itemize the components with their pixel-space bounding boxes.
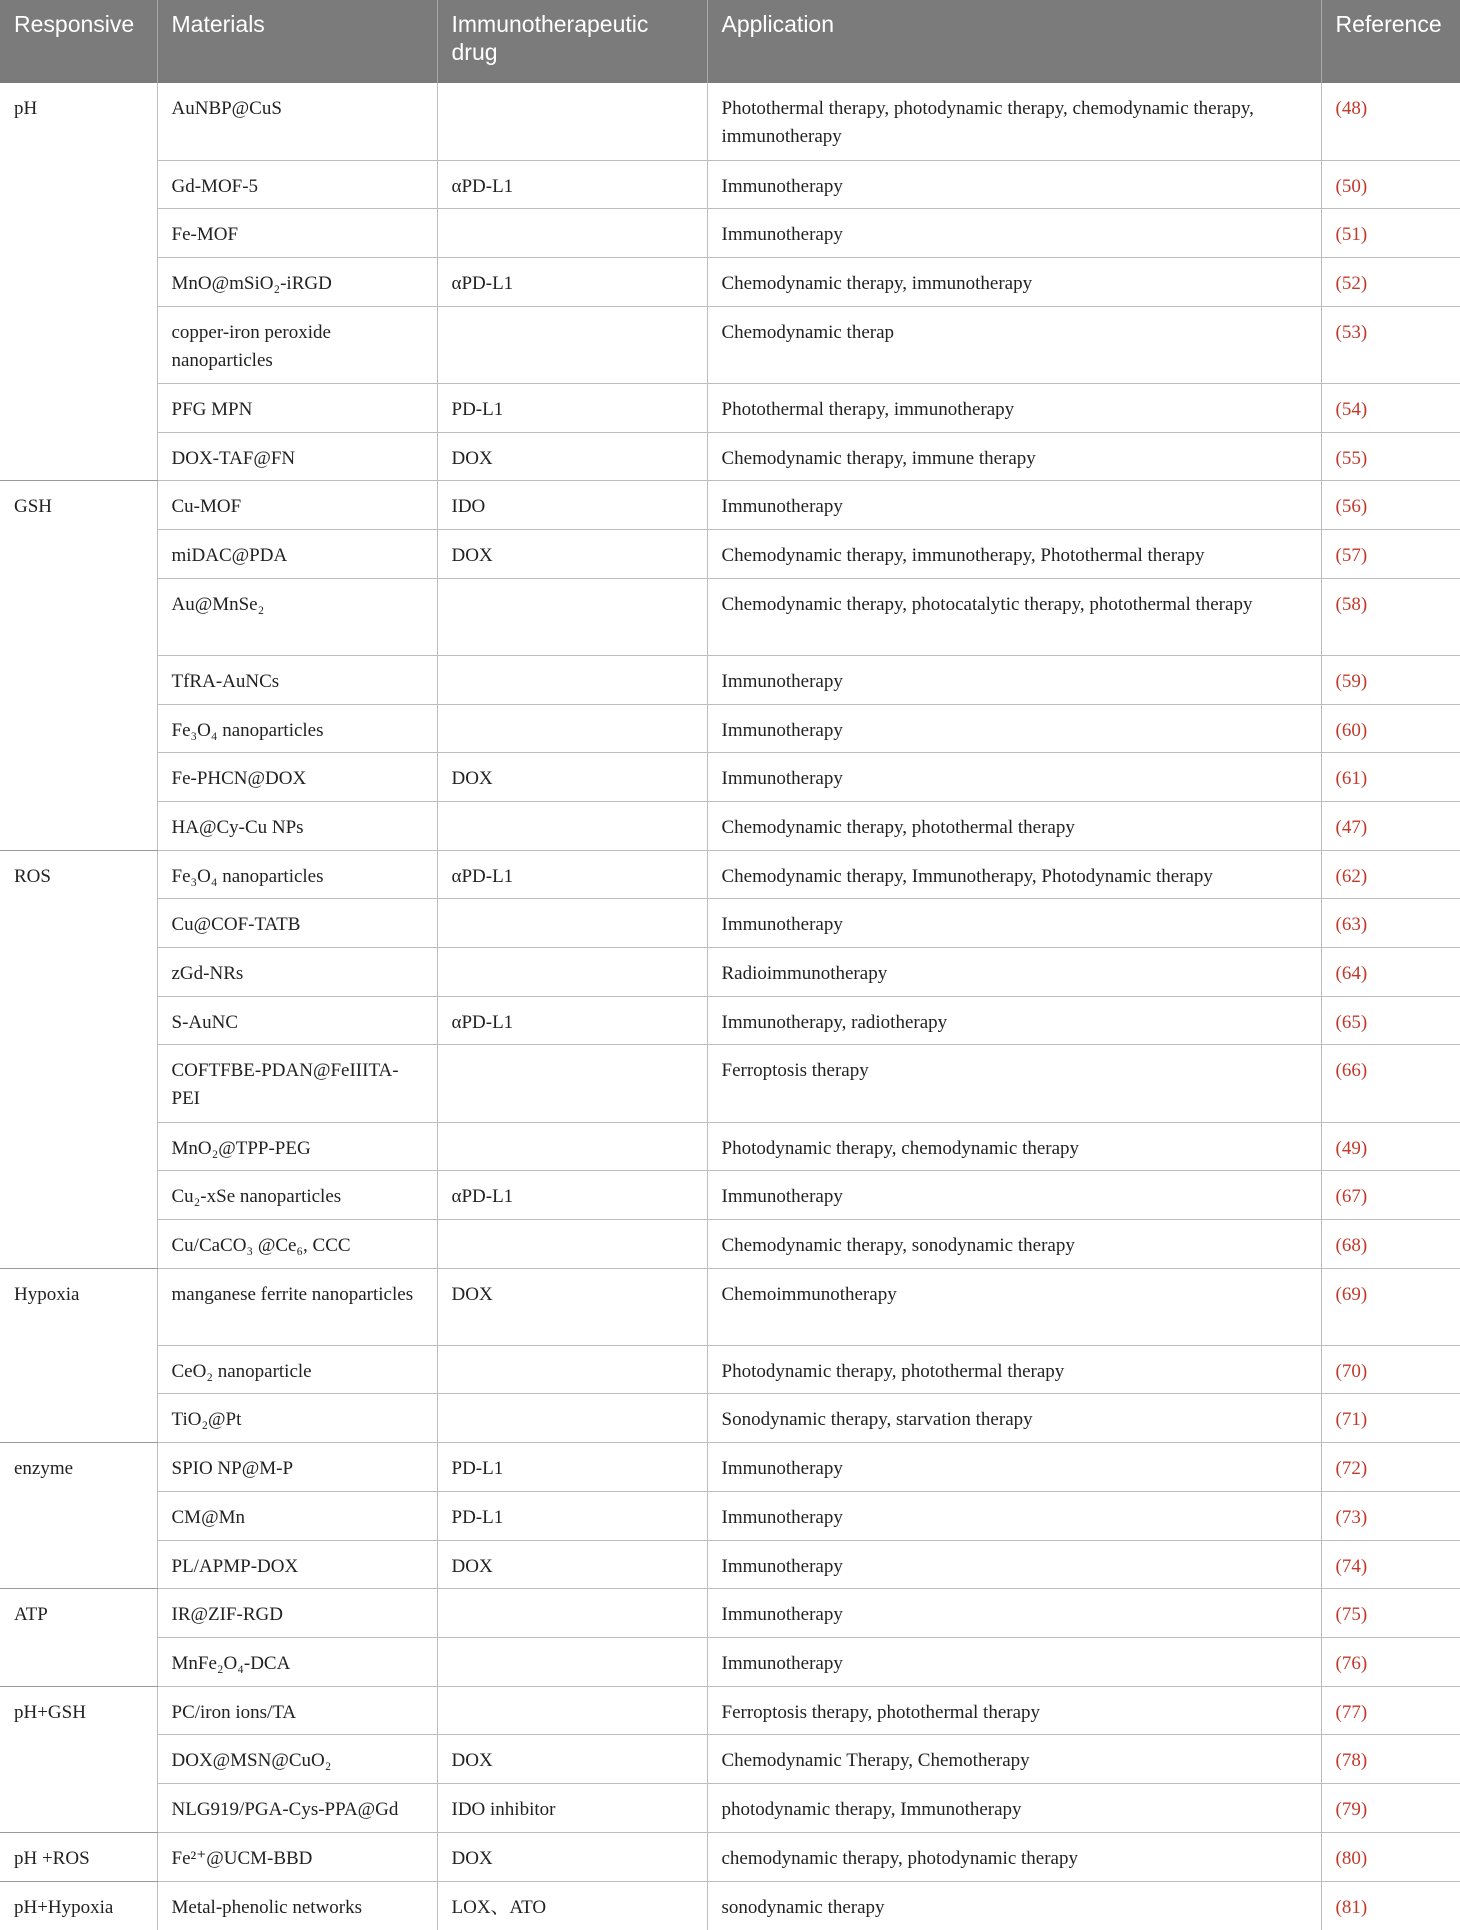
drug-cell: LOX、ATO bbox=[437, 1881, 707, 1930]
table-row bbox=[0, 529, 1460, 578]
responsive-cell: pH+GSH bbox=[0, 1686, 157, 1832]
application-cell: Chemodynamic therapy, photocatalytic therapy, photothermal therapy bbox=[707, 578, 1321, 655]
drug-cell: DOX bbox=[437, 1268, 707, 1345]
header-materials: Materials bbox=[157, 0, 437, 83]
table-row bbox=[0, 996, 1460, 1045]
reference-cell: (70) bbox=[1321, 1345, 1460, 1394]
drug-cell: αPD-L1 bbox=[437, 996, 707, 1045]
application-cell: Chemoimmunotherapy bbox=[707, 1268, 1321, 1345]
table-row bbox=[0, 850, 1460, 899]
drug-cell: αPD-L1 bbox=[437, 160, 707, 209]
reference-cell: (54) bbox=[1321, 383, 1460, 432]
reference-cell: (75) bbox=[1321, 1589, 1460, 1638]
table-row bbox=[0, 1832, 1460, 1881]
material-cell: COFTFBE-PDAN@FeIIITA-PEI bbox=[157, 1045, 437, 1122]
drug-cell: DOX bbox=[437, 753, 707, 802]
drug-cell bbox=[437, 1589, 707, 1638]
application-cell: Chemodynamic therapy, immunotherapy bbox=[707, 258, 1321, 307]
reference-cell: (80) bbox=[1321, 1832, 1460, 1881]
material-cell: CeO₂ nanoparticle bbox=[157, 1345, 437, 1394]
reference-cell: (49) bbox=[1321, 1122, 1460, 1171]
material-cell: IR@ZIF-RGD bbox=[157, 1589, 437, 1638]
application-cell: Photodynamic therapy, chemodynamic therapy bbox=[707, 1122, 1321, 1171]
drug-cell bbox=[437, 1345, 707, 1394]
material-cell: Cu₂-xSe nanoparticles bbox=[157, 1171, 437, 1220]
drug-cell bbox=[437, 1122, 707, 1171]
reference-cell: (52) bbox=[1321, 258, 1460, 307]
table-row bbox=[0, 383, 1460, 432]
application-cell: Sonodynamic therapy, starvation therapy bbox=[707, 1394, 1321, 1443]
material-cell: PL/APMP-DOX bbox=[157, 1540, 437, 1589]
reference-cell: (53) bbox=[1321, 306, 1460, 383]
material-cell: DOX-TAF@FN bbox=[157, 432, 437, 481]
material-cell: PC/iron ions/TA bbox=[157, 1686, 437, 1735]
material-cell: Fe₃O₄ nanoparticles bbox=[157, 850, 437, 899]
reference-cell: (69) bbox=[1321, 1268, 1460, 1345]
material-cell: miDAC@PDA bbox=[157, 529, 437, 578]
table-row bbox=[0, 1540, 1460, 1589]
reference-cell: (55) bbox=[1321, 432, 1460, 481]
application-cell: Immunotherapy bbox=[707, 1443, 1321, 1492]
table-row bbox=[0, 1784, 1460, 1833]
drug-cell bbox=[437, 1638, 707, 1687]
application-cell: Immunotherapy bbox=[707, 1540, 1321, 1589]
application-cell: Immunotherapy bbox=[707, 209, 1321, 258]
table-row bbox=[0, 209, 1460, 258]
reference-cell: (61) bbox=[1321, 753, 1460, 802]
material-cell: TiO₂@Pt bbox=[157, 1394, 437, 1443]
application-cell: Radioimmunotherapy bbox=[707, 948, 1321, 997]
drug-cell: PD-L1 bbox=[437, 1443, 707, 1492]
drug-cell: αPD-L1 bbox=[437, 1171, 707, 1220]
reference-cell: (77) bbox=[1321, 1686, 1460, 1735]
table-row bbox=[0, 1219, 1460, 1268]
material-cell: NLG919/PGA-Cys-PPA@Gd bbox=[157, 1784, 437, 1833]
table-row bbox=[0, 1171, 1460, 1220]
table-row bbox=[0, 306, 1460, 383]
material-cell: Fe₃O₄ nanoparticles bbox=[157, 704, 437, 753]
table-row bbox=[0, 481, 1460, 530]
reference-cell: (68) bbox=[1321, 1219, 1460, 1268]
reference-cell: (71) bbox=[1321, 1394, 1460, 1443]
responsive-cell: ROS bbox=[0, 850, 157, 1268]
table-row bbox=[0, 1589, 1460, 1638]
application-cell: Immunotherapy bbox=[707, 753, 1321, 802]
material-cell: Gd-MOF-5 bbox=[157, 160, 437, 209]
material-cell: Cu@COF-TATB bbox=[157, 899, 437, 948]
drug-cell: αPD-L1 bbox=[437, 850, 707, 899]
application-cell: Ferroptosis therapy, photothermal therapy bbox=[707, 1686, 1321, 1735]
header-row bbox=[0, 0, 1460, 83]
reference-cell: (62) bbox=[1321, 850, 1460, 899]
table-row bbox=[0, 753, 1460, 802]
reference-cell: (51) bbox=[1321, 209, 1460, 258]
material-cell: Au@MnSe₂ bbox=[157, 578, 437, 655]
material-cell: MnO@mSiO₂-iRGD bbox=[157, 258, 437, 307]
table-row bbox=[0, 1881, 1460, 1930]
material-cell: Fe-PHCN@DOX bbox=[157, 753, 437, 802]
table-row bbox=[0, 801, 1460, 850]
drug-cell bbox=[437, 899, 707, 948]
application-cell: photodynamic therapy, Immunotherapy bbox=[707, 1784, 1321, 1833]
reference-cell: (64) bbox=[1321, 948, 1460, 997]
header-responsive: Responsive bbox=[0, 0, 157, 83]
drug-cell: IDO inhibitor bbox=[437, 1784, 707, 1833]
responsive-cell: enzyme bbox=[0, 1443, 157, 1589]
table-row bbox=[0, 1686, 1460, 1735]
application-cell: Chemodynamic therapy, immunotherapy, Photothermal therapy bbox=[707, 529, 1321, 578]
responsive-cell: pH+Hypoxia bbox=[0, 1881, 157, 1930]
application-cell: Immunotherapy bbox=[707, 1491, 1321, 1540]
drug-cell: PD-L1 bbox=[437, 383, 707, 432]
application-cell: Immunotherapy bbox=[707, 1171, 1321, 1220]
table-header bbox=[0, 0, 1460, 83]
reference-cell: (60) bbox=[1321, 704, 1460, 753]
reference-cell: (79) bbox=[1321, 1784, 1460, 1833]
application-cell: Chemodynamic Therapy, Chemotherapy bbox=[707, 1735, 1321, 1784]
table-row bbox=[0, 1394, 1460, 1443]
application-cell: Immunotherapy bbox=[707, 481, 1321, 530]
table-row bbox=[0, 1345, 1460, 1394]
reference-cell: (76) bbox=[1321, 1638, 1460, 1687]
reference-cell: (63) bbox=[1321, 899, 1460, 948]
reference-cell: (59) bbox=[1321, 655, 1460, 704]
table-row bbox=[0, 432, 1460, 481]
drug-cell bbox=[437, 578, 707, 655]
drug-cell bbox=[437, 704, 707, 753]
reference-cell: (78) bbox=[1321, 1735, 1460, 1784]
reference-cell: (58) bbox=[1321, 578, 1460, 655]
material-cell: MnFe₂O₄-DCA bbox=[157, 1638, 437, 1687]
material-cell: Fe²⁺@UCM-BBD bbox=[157, 1832, 437, 1881]
reference-cell: (50) bbox=[1321, 160, 1460, 209]
application-cell: Immunotherapy bbox=[707, 899, 1321, 948]
material-cell: MnO₂@TPP-PEG bbox=[157, 1122, 437, 1171]
drug-cell: DOX bbox=[437, 1832, 707, 1881]
responsive-cell: pH +ROS bbox=[0, 1832, 157, 1881]
drug-cell bbox=[437, 1045, 707, 1122]
material-cell: zGd-NRs bbox=[157, 948, 437, 997]
reference-cell: (73) bbox=[1321, 1491, 1460, 1540]
material-cell: AuNBP@CuS bbox=[157, 83, 437, 160]
drug-cell: DOX bbox=[437, 529, 707, 578]
reference-cell: (47) bbox=[1321, 801, 1460, 850]
application-cell: Photothermal therapy, immunotherapy bbox=[707, 383, 1321, 432]
table-row bbox=[0, 899, 1460, 948]
table-row bbox=[0, 1638, 1460, 1687]
application-cell: Immunotherapy bbox=[707, 1589, 1321, 1638]
header-application: Application bbox=[707, 0, 1321, 83]
drug-cell bbox=[437, 655, 707, 704]
table-body bbox=[0, 83, 1460, 1930]
application-cell: Photodynamic therapy, photothermal therapy bbox=[707, 1345, 1321, 1394]
table-row bbox=[0, 578, 1460, 655]
drug-cell bbox=[437, 306, 707, 383]
application-cell: Photothermal therapy, photodynamic therapy, chemodynamic therapy, immunotherapy bbox=[707, 83, 1321, 160]
application-cell: Chemodynamic therapy, photothermal therapy bbox=[707, 801, 1321, 850]
application-cell: sonodynamic therapy bbox=[707, 1881, 1321, 1930]
drug-cell bbox=[437, 1394, 707, 1443]
header-immunotherapeutic-drug: Immunotherapeutic drug bbox=[437, 0, 707, 83]
table-row bbox=[0, 160, 1460, 209]
reference-cell: (56) bbox=[1321, 481, 1460, 530]
drug-cell: PD-L1 bbox=[437, 1491, 707, 1540]
table-row bbox=[0, 258, 1460, 307]
reference-cell: (65) bbox=[1321, 996, 1460, 1045]
application-cell: Immunotherapy bbox=[707, 160, 1321, 209]
material-cell: Fe-MOF bbox=[157, 209, 437, 258]
responsive-cell: ATP bbox=[0, 1589, 157, 1686]
drug-cell: αPD-L1 bbox=[437, 258, 707, 307]
table-row bbox=[0, 1443, 1460, 1492]
application-cell: Immunotherapy bbox=[707, 704, 1321, 753]
responsive-cell: pH bbox=[0, 83, 157, 481]
table-row bbox=[0, 948, 1460, 997]
table-row bbox=[0, 1735, 1460, 1784]
reference-cell: (48) bbox=[1321, 83, 1460, 160]
drug-cell: DOX bbox=[437, 1540, 707, 1589]
application-cell: Immunotherapy bbox=[707, 655, 1321, 704]
table-row bbox=[0, 83, 1460, 160]
material-cell: Cu/CaCO₃ @Ce₆, CCC bbox=[157, 1219, 437, 1268]
drug-cell bbox=[437, 948, 707, 997]
drug-cell: DOX bbox=[437, 1735, 707, 1784]
material-cell: SPIO NP@M-P bbox=[157, 1443, 437, 1492]
reference-cell: (57) bbox=[1321, 529, 1460, 578]
application-cell: Immunotherapy bbox=[707, 1638, 1321, 1687]
application-cell: chemodynamic therapy, photodynamic therapy bbox=[707, 1832, 1321, 1881]
table-row bbox=[0, 1122, 1460, 1171]
material-cell: TfRA-AuNCs bbox=[157, 655, 437, 704]
drug-cell bbox=[437, 801, 707, 850]
drug-cell bbox=[437, 209, 707, 258]
drug-cell bbox=[437, 1686, 707, 1735]
material-cell: PFG MPN bbox=[157, 383, 437, 432]
drug-cell bbox=[437, 83, 707, 160]
material-cell: copper-iron peroxide nanoparticles bbox=[157, 306, 437, 383]
responsive-cell: Hypoxia bbox=[0, 1268, 157, 1443]
material-cell: Cu-MOF bbox=[157, 481, 437, 530]
material-cell: HA@Cy-Cu NPs bbox=[157, 801, 437, 850]
drug-cell: IDO bbox=[437, 481, 707, 530]
material-cell: manganese ferrite nanoparticles bbox=[157, 1268, 437, 1345]
reference-cell: (66) bbox=[1321, 1045, 1460, 1122]
table-row bbox=[0, 704, 1460, 753]
reference-cell: (81) bbox=[1335, 1896, 1368, 1918]
reference-cell: (67) bbox=[1321, 1171, 1460, 1220]
table-row bbox=[0, 1491, 1460, 1540]
table-row bbox=[0, 1045, 1460, 1122]
material-cell: Metal-phenolic networks bbox=[157, 1881, 437, 1930]
application-cell: Chemodynamic therapy, Immunotherapy, Photodynamic therapy bbox=[707, 850, 1321, 899]
application-cell: Chemodynamic therap bbox=[707, 306, 1321, 383]
application-cell: Chemodynamic therapy, sonodynamic therapy bbox=[707, 1219, 1321, 1268]
drug-cell: DOX bbox=[437, 432, 707, 481]
application-cell: Chemodynamic therapy, immune therapy bbox=[707, 432, 1321, 481]
drug-cell bbox=[437, 1219, 707, 1268]
table-row bbox=[0, 1268, 1460, 1345]
table-row bbox=[0, 655, 1460, 704]
material-cell: DOX@MSN@CuO₂ bbox=[157, 1735, 437, 1784]
material-cell: S-AuNC bbox=[157, 996, 437, 1045]
reference-cell: (72) bbox=[1321, 1443, 1460, 1492]
responsive-cell: GSH bbox=[0, 481, 157, 850]
header-reference: Reference bbox=[1321, 0, 1460, 83]
material-cell: CM@Mn bbox=[157, 1491, 437, 1540]
application-cell: Ferroptosis therapy bbox=[707, 1045, 1321, 1122]
reference-cell: (74) bbox=[1321, 1540, 1460, 1589]
application-cell: Immunotherapy, radiotherapy bbox=[707, 996, 1321, 1045]
